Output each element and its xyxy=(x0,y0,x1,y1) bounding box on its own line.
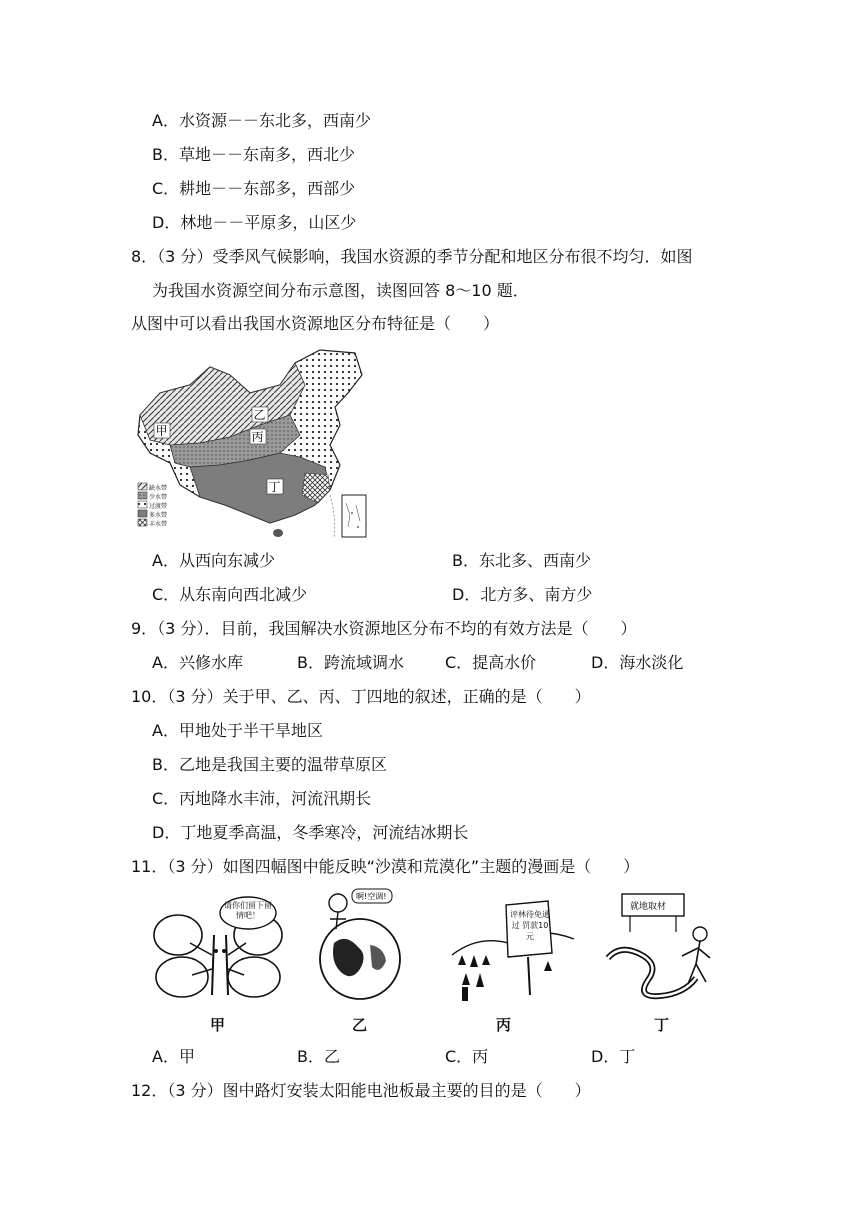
map-legend xyxy=(138,483,167,528)
map-hainan xyxy=(273,529,283,537)
q8-option-a: A．从西向东减少 xyxy=(152,551,275,570)
q9-stem: 9．（3 分）．目前，我国解决水资源地区分布不均的有效方法是（ ） xyxy=(131,619,637,638)
cartoon-bing xyxy=(448,895,578,1005)
legend-item-5: 丰水带 xyxy=(149,521,168,528)
caption-ding: 丁 xyxy=(654,1016,670,1034)
q8-stem-line1: 8．（3 分）受季风气候影响，我国水资源的季节分配和地区分布很不均匀．如图 xyxy=(131,247,693,266)
china-water-map xyxy=(130,345,370,540)
cartoon-jia xyxy=(150,895,290,1005)
q10-stem: 10．（3 分）关于甲、乙、丙、丁四地的叙述，正确的是（ ） xyxy=(131,687,591,706)
map-inset-box xyxy=(342,495,366,537)
legend-item-3: 过渡带 xyxy=(149,503,168,510)
q11-stem: 11．（3 分）如图四幅图中能反映“沙漠和荒漠化”主题的漫画是（ ） xyxy=(131,857,640,876)
legend-item-2: 少水带 xyxy=(149,494,168,501)
q11-option-d: D．丁 xyxy=(591,1047,636,1066)
map-label-bing: 丙 xyxy=(251,430,264,444)
legend-item-4: 多水带 xyxy=(149,512,168,519)
q8-option-d: D．北方多、南方少 xyxy=(452,585,593,604)
q7-option-b: B．草地－－东南多，西北少 xyxy=(152,145,355,164)
cartoon-bing-sign: 评林待免通过 罚款10元 xyxy=(510,910,550,941)
caption-yi: 乙 xyxy=(352,1016,368,1034)
q9-option-a: A．兴修水库 xyxy=(152,653,243,672)
q12-stem: 12．（3 分）图中路灯安装太阳能电池板最主要的目的是（ ） xyxy=(131,1081,591,1100)
q11-option-b: B．乙 xyxy=(297,1047,340,1066)
q11-option-a: A．甲 xyxy=(152,1047,195,1066)
cartoon-yi xyxy=(312,885,412,1005)
cartoon-ding xyxy=(600,888,720,1008)
cartoon-yi-bubble: 啊!空调! xyxy=(356,892,387,901)
q7-option-a: A．水资源－－东北多，西南少 xyxy=(152,111,371,130)
cartoon-ding-sign: 就地取材 xyxy=(630,902,667,912)
q10-option-d: D．丁地夏季高温，冬季寒冷，河流结冰期长 xyxy=(152,823,469,842)
map-label-jia: 甲 xyxy=(155,424,168,438)
caption-jia: 甲 xyxy=(210,1016,226,1034)
map-label-yi: 乙 xyxy=(253,408,266,422)
q9-option-b: B．跨流域调水 xyxy=(297,653,404,672)
q9-option-d: D．海水淡化 xyxy=(591,653,684,672)
q7-option-c: C．耕地－－东部多，西部少 xyxy=(152,179,356,198)
q10-option-a: A．甲地处于半干旱地区 xyxy=(152,721,323,740)
cartoon-jia-bubble: 请你们留下留情吧！ xyxy=(224,901,272,920)
q10-option-c: C．丙地降水丰沛，河流汛期长 xyxy=(152,789,372,808)
map-label-ding: 丁 xyxy=(268,480,281,494)
legend-item-1: 缺水带 xyxy=(149,485,168,492)
q8-option-b: B．东北多、西南少 xyxy=(452,551,591,570)
q10-option-b: B．乙地是我国主要的温带草原区 xyxy=(152,755,387,774)
q8-stem-line2: 为我国水资源空间分布示意图，读图回答 8～10 题． xyxy=(152,281,529,300)
q11-option-c: C．丙 xyxy=(445,1047,489,1066)
caption-bing: 丙 xyxy=(496,1016,512,1034)
q8-stem-line3: 从图中可以看出我国水资源地区分布特征是（ ） xyxy=(131,314,500,333)
q8-option-c: C．从东南向西北减少 xyxy=(152,585,308,604)
q9-option-c: C．提高水价 xyxy=(445,653,537,672)
q7-option-d: D．林地－－平原多，山区少 xyxy=(152,213,357,232)
